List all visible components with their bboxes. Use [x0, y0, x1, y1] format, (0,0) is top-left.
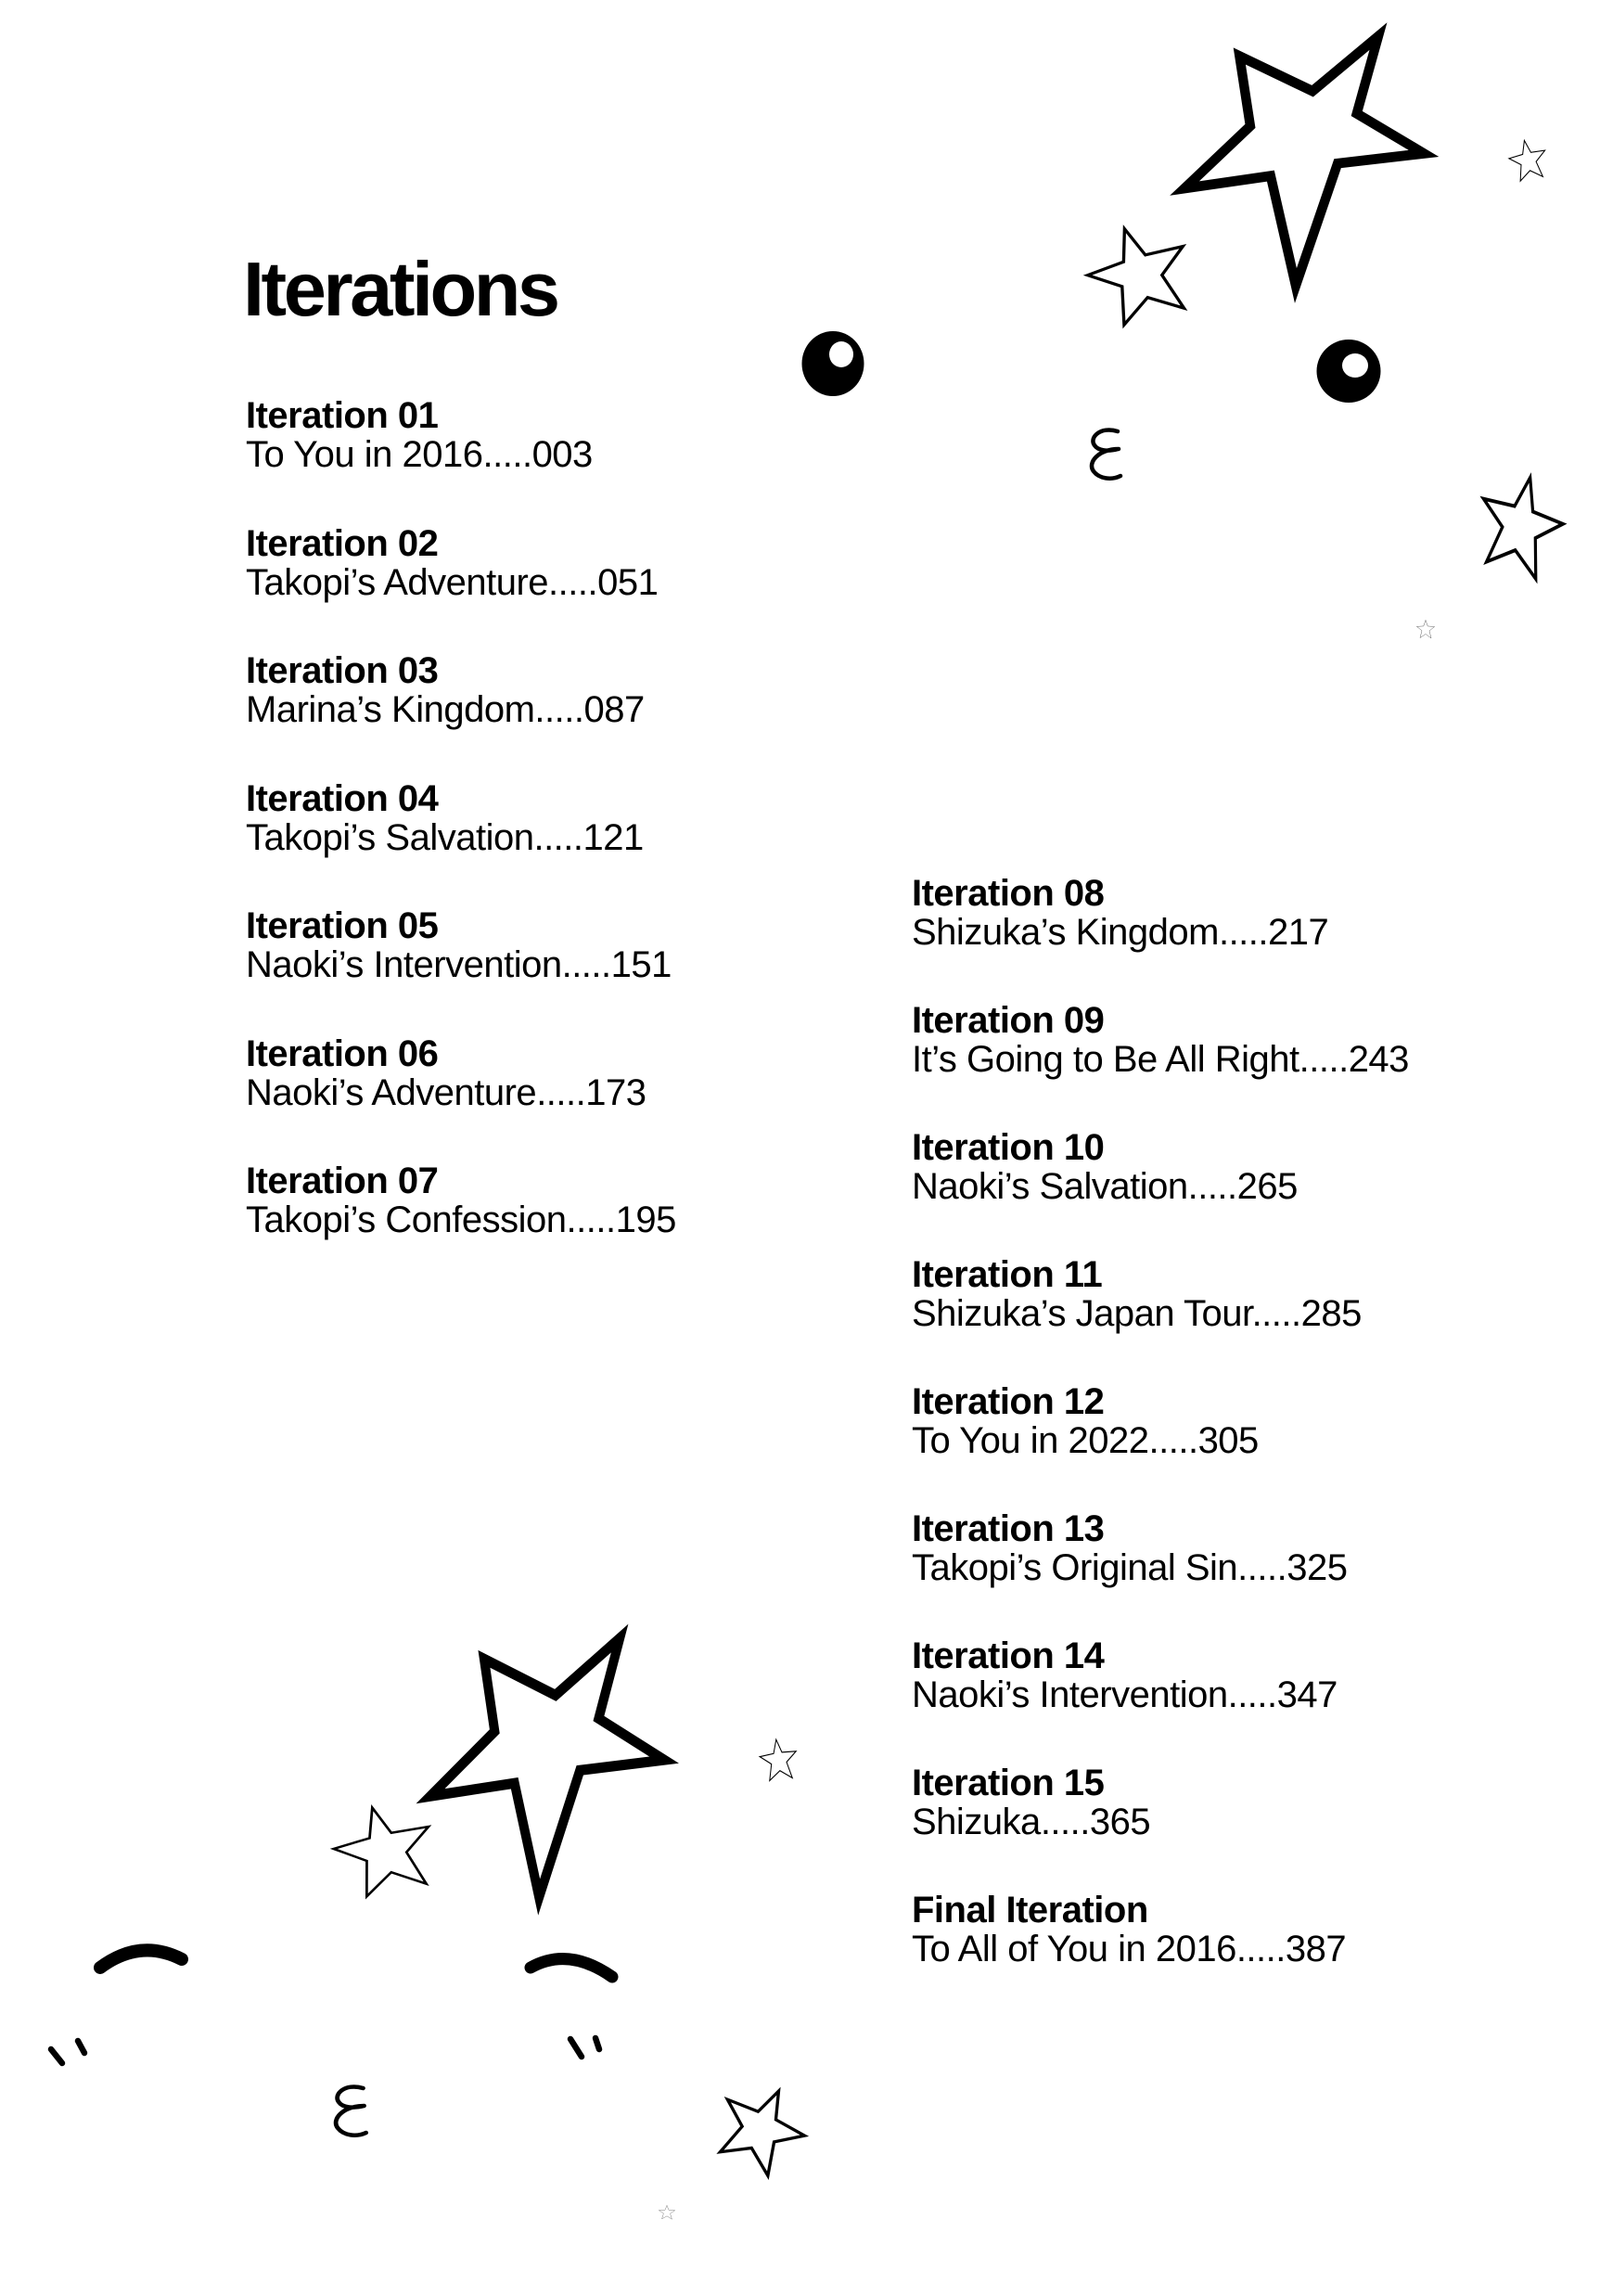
toc-entry: [246, 779, 644, 857]
blush-tick-icon: [51, 2049, 62, 2063]
toc-entry-dots: .....: [482, 434, 532, 475]
toc-entry-page-number: 173: [585, 1071, 646, 1113]
toc-entry-line: [246, 690, 645, 729]
toc-entry-dots: .....: [534, 689, 584, 730]
toc-entry-label: Iteration 09: [912, 1000, 1105, 1041]
toc-entry-dots: .....: [1218, 912, 1269, 953]
toc-entry: [246, 1161, 676, 1239]
blush-tick-icon: [570, 2039, 582, 2057]
toc-entry-dots: .....: [1148, 1420, 1198, 1461]
toc-entry-page-number: 151: [610, 944, 672, 985]
small-star-icon: [325, 1796, 443, 1903]
toc-entry-dots: .....: [566, 1199, 616, 1240]
sparkle-star-icon: [1416, 620, 1434, 638]
toc-entry: [912, 1636, 1338, 1714]
toc-entry-label: Iteration 02: [246, 522, 439, 564]
toc-entry-page-number: 243: [1348, 1039, 1409, 1080]
toc-entry-label: Iteration 10: [912, 1127, 1105, 1168]
blush-tick-icon: [595, 2038, 599, 2049]
epsilon-mouth-icon: [1092, 430, 1120, 478]
toc-entry-title: To All of You in 2016: [912, 1929, 1236, 1969]
toc-entry-dots: .....: [548, 561, 598, 603]
toc-entry-label: Iteration 06: [246, 1033, 439, 1074]
toc-entry-label: Iteration 14: [912, 1635, 1105, 1676]
toc-entry-page-number: 051: [597, 561, 659, 603]
blush-tick-icon: [78, 2041, 84, 2053]
toc-entry: [246, 651, 645, 729]
closed-eye-icon: [531, 1959, 612, 1977]
toc-entry-line: [246, 1200, 676, 1239]
toc-entry: [912, 1382, 1259, 1460]
toc-entry-title: Takopi’s Original Sin: [912, 1547, 1238, 1588]
toc-entry-line: [912, 1548, 1348, 1587]
toc-entry-label: Iteration 04: [246, 777, 439, 819]
toc-entry-line: [912, 1294, 1362, 1333]
toc-entry-dots: .....: [1227, 1674, 1277, 1715]
toc-entry: [246, 1034, 646, 1112]
toc-entry-line: [912, 1167, 1298, 1206]
toc-entry-dots: .....: [1299, 1039, 1349, 1080]
toc-entry-title: Takopi’s Confession: [246, 1199, 567, 1240]
toc-entry: [246, 396, 593, 474]
face-right-eye-icon: [1317, 340, 1381, 403]
toc-entry-line: [912, 1040, 1409, 1079]
epsilon-mouth-icon: [336, 2086, 366, 2135]
face-left-eye-icon: [802, 331, 864, 396]
toc-entry-title: Takopi’s Adventure: [246, 561, 549, 603]
toc-entry-dots: .....: [1187, 1166, 1237, 1207]
face-right-eye-highlight: [1342, 353, 1368, 378]
toc-entry-page-number: 305: [1197, 1420, 1259, 1461]
toc-entry-title: To You in 2016: [246, 434, 483, 475]
toc-entry-page-number: 195: [615, 1199, 676, 1240]
toc-entry-label: Iteration 13: [912, 1508, 1105, 1549]
toc-entry-page-number: 365: [1089, 1802, 1151, 1842]
sparkle-star-icon: [659, 2205, 674, 2219]
toc-entry-label: Iteration 11: [912, 1254, 1103, 1295]
toc-entry-line: [912, 1930, 1346, 1969]
big-star-icon: [1184, 36, 1424, 286]
page-title: Iterations: [243, 246, 557, 332]
toc-entry: [912, 1255, 1362, 1333]
tiny-star-icon: [1506, 136, 1549, 184]
toc-entry-title: Naoki’s Salvation: [912, 1166, 1188, 1207]
toc-entry-title: Naoki’s Intervention: [912, 1674, 1228, 1715]
toc-entry-page-number: 003: [531, 434, 593, 475]
toc-entry-line: [246, 435, 593, 474]
toc-entry-label: Iteration 05: [246, 905, 439, 946]
toc-entry: [246, 906, 672, 984]
toc-entry-line: [912, 1421, 1259, 1460]
toc-entry: [912, 1891, 1346, 1969]
toc-entry: [912, 1509, 1348, 1587]
toc-entry-title: To You in 2022: [912, 1420, 1149, 1461]
toc-entry-dots: .....: [536, 1071, 586, 1113]
medium-star-icon: [705, 2073, 817, 2182]
toc-entry-page-number: 387: [1285, 1929, 1347, 1969]
toc-entry-title: Naoki’s Adventure: [246, 1071, 537, 1113]
toc-entry-label: Iteration 08: [912, 873, 1105, 914]
toc-entry-label: Iteration 07: [246, 1161, 439, 1201]
toc-entry-title: Marina’s Kingdom: [246, 689, 535, 730]
toc-entry-title: Shizuka’s Japan Tour: [912, 1293, 1252, 1334]
toc-entry-dots: .....: [1040, 1802, 1090, 1842]
toc-entry-page-number: 285: [1300, 1293, 1362, 1334]
toc-entry: [912, 1128, 1298, 1206]
toc-entry: [912, 1001, 1409, 1079]
toc-entry-line: [912, 1675, 1338, 1714]
toc-entry-line: [246, 945, 672, 984]
toc-entry-dots: .....: [533, 816, 583, 858]
face-left-eye-highlight: [829, 341, 853, 367]
toc-entry-line: [912, 913, 1328, 952]
closed-eye-icon: [100, 1950, 182, 1968]
toc-entry-page-number: 087: [583, 689, 645, 730]
toc-entry: [912, 1764, 1150, 1841]
toc-entry-line: [246, 1073, 646, 1112]
toc-entry-title: Naoki’s Intervention: [246, 944, 562, 985]
toc-entry-label: Final Iteration: [912, 1890, 1148, 1930]
toc-entry-dots: .....: [561, 944, 611, 985]
toc-entry-title: Takopi’s Salvation: [246, 816, 534, 858]
toc-entry-page-number: 325: [1286, 1547, 1348, 1588]
toc-entry-dots: .....: [1235, 1929, 1286, 1969]
toc-entry-title: Shizuka’s Kingdom: [912, 912, 1219, 953]
toc-entry-label: Iteration 01: [246, 395, 439, 436]
big-star-icon: [430, 1638, 664, 1897]
toc-entry: [912, 874, 1328, 952]
toc-entry-dots: .....: [1237, 1547, 1287, 1588]
toc-entry-line: [246, 818, 644, 857]
toc-entry-page-number: 347: [1276, 1674, 1338, 1715]
toc-entry-label: Iteration 03: [246, 650, 439, 691]
medium-star-icon: [1471, 466, 1569, 584]
toc-entry-dots: .....: [1251, 1293, 1301, 1334]
toc-entry: [246, 524, 658, 602]
toc-entry-line: [246, 563, 658, 602]
toc-entry-line: [912, 1802, 1150, 1841]
toc-entry-label: Iteration 12: [912, 1381, 1105, 1422]
tiny-star-icon: [758, 1737, 799, 1783]
small-star-icon: [1077, 214, 1201, 333]
toc-entry-page-number: 217: [1268, 912, 1329, 953]
toc-entry-page-number: 121: [582, 816, 644, 858]
toc-entry-title: It’s Going to Be All Right: [912, 1039, 1299, 1080]
toc-entry-label: Iteration 15: [912, 1763, 1105, 1803]
toc-entry-page-number: 265: [1236, 1166, 1298, 1207]
toc-entry-title: Shizuka: [912, 1802, 1041, 1842]
